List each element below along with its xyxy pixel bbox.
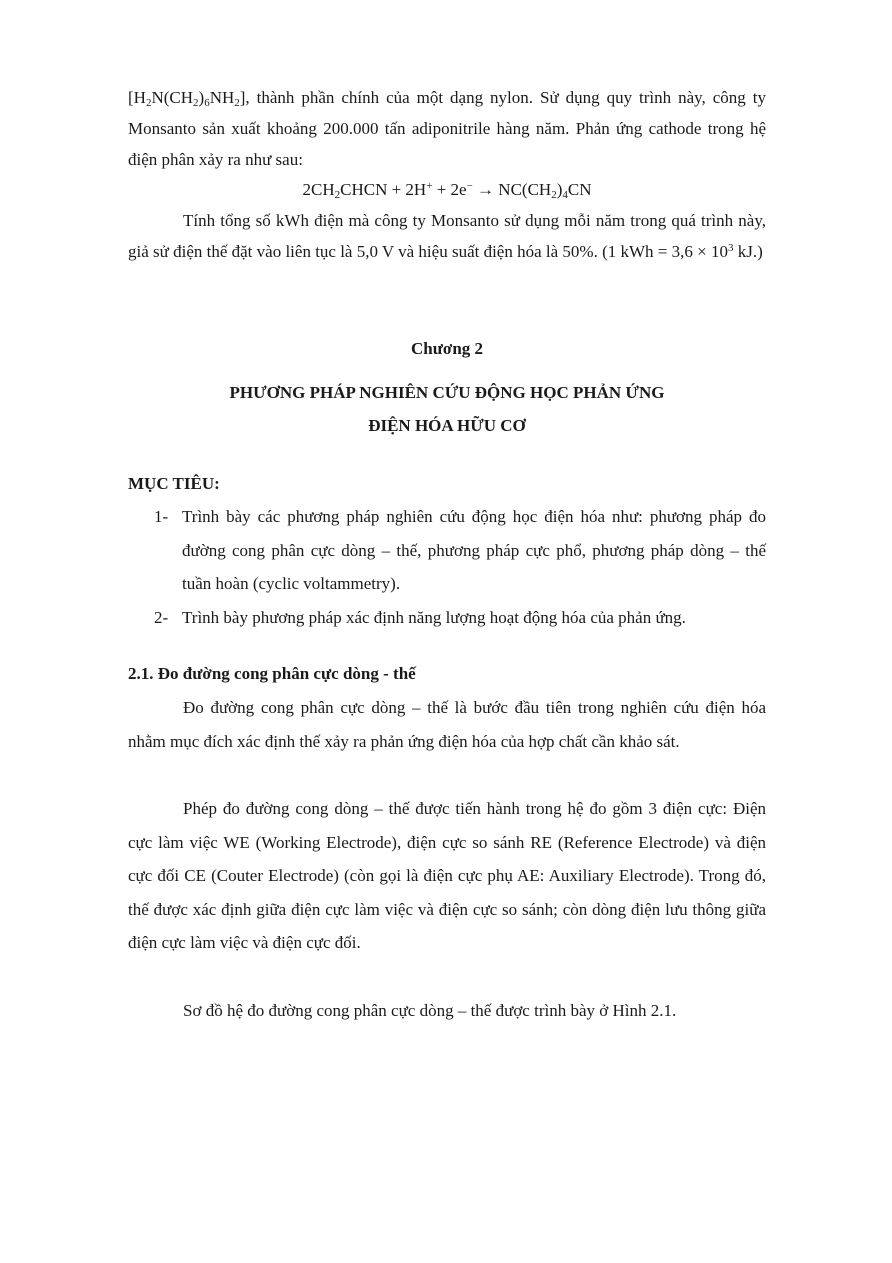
intro-paragraph-1 xyxy=(128,82,766,175)
text-run: Tính tổng số kWh điện mà công ty Monsanto sử dụng mỗi năm trong quá trình này, giả sử điện thế đặt vào liên tục là 5,0 V và hiệu suất điện hóa là 50%. (1 kWh = 3,6 × 10 xyxy=(128,211,766,261)
list-number: 2- xyxy=(154,607,169,627)
superscript: − xyxy=(466,180,473,192)
superscript: 3 xyxy=(727,242,734,254)
subscript: 2 xyxy=(551,189,557,201)
section-paragraph: Phép đo đường cong dòng – thế được tiến hành trong hệ đo gồm 3 điện cực: Điện cực làm việc WE (Working Electrode), điện cực so sánh RE (Reference Electrode) và điện cực đối CE (Couter Electrode) (còn gọi là điện cực phụ AE: Auxiliary Electrode). Trong đó, thế được xác định giữa điện cực làm việc và điện cực so sánh; còn dòng điện lưu thông giữa điện cực làm việc và điện cực đối. xyxy=(128,799,766,952)
subscript: 4 xyxy=(562,189,568,201)
text-run: ], thành phần chính của một dạng nylon. Sử dụng quy trình này, công ty Monsanto sản xuất khoảng 200.000 tấn adiponitrile hàng năm. Phản ứng cathode trong hệ điện phân xảy ra như sau: xyxy=(128,88,766,169)
section-paragraph: Sơ đồ hệ đo đường cong phân cực dòng – thế được trình bày ở Hình 2.1. xyxy=(183,1001,677,1020)
text-run: + 2e xyxy=(432,180,467,199)
chapter-title-line-1: PHƯƠNG PHÁP NGHIÊN CỨU ĐỘNG HỌC PHẢN ỨNG xyxy=(229,383,665,402)
section-paragraph: Đo đường cong phân cực dòng – thế là bước đầu tiên trong nghiên cứu điện hóa nhằm mục đích xác định thế xảy ra phản ứng điện hóa của hợp chất cần khảo sát. xyxy=(128,698,766,751)
text-run: NH xyxy=(209,88,235,107)
reaction-equation xyxy=(128,174,766,205)
subscript: 2 xyxy=(334,189,341,201)
text-run: → NC(CH xyxy=(472,180,552,199)
chapter-label: Chương 2 xyxy=(410,339,484,358)
subscript: 2 xyxy=(234,97,240,109)
objective-item xyxy=(128,500,766,601)
list-item-text: Trình bày các phương pháp nghiên cứu động học điện hóa như: phương pháp đo đường cong phân cực dòng – thế, phương pháp cực phổ, phương pháp dòng – thế tuần hoàn (cyclic voltammetry). xyxy=(182,507,766,593)
text-run: CHCN + 2H xyxy=(340,180,427,199)
objectives-heading: MỤC TIÊU: xyxy=(128,474,220,493)
text-run: 2CH xyxy=(302,180,335,199)
subscript: 6 xyxy=(204,97,210,109)
text-run: ) xyxy=(198,88,205,107)
superscript: + xyxy=(426,180,433,192)
text-run: kJ.) xyxy=(733,242,763,261)
list-item-text: Trình bày phương pháp xác định năng lượng hoạt động hóa của phản ứng. xyxy=(182,607,686,627)
list-number: 1- xyxy=(154,507,169,526)
objective-item xyxy=(128,601,766,635)
subscript: 2 xyxy=(193,97,199,109)
objectives-list xyxy=(128,500,766,634)
text-run: N(CH xyxy=(151,88,194,107)
intro-paragraph-2 xyxy=(128,205,766,267)
subscript: 2 xyxy=(145,97,152,109)
section-heading: 2.1. Đo đường cong phân cực dòng - thế xyxy=(128,664,416,683)
chapter-title-line-2: ĐIỆN HÓA HỮU CƠ xyxy=(368,416,526,435)
text-run: [H xyxy=(128,88,146,107)
text-run: CN xyxy=(567,180,592,199)
text-run: ) xyxy=(556,180,563,199)
